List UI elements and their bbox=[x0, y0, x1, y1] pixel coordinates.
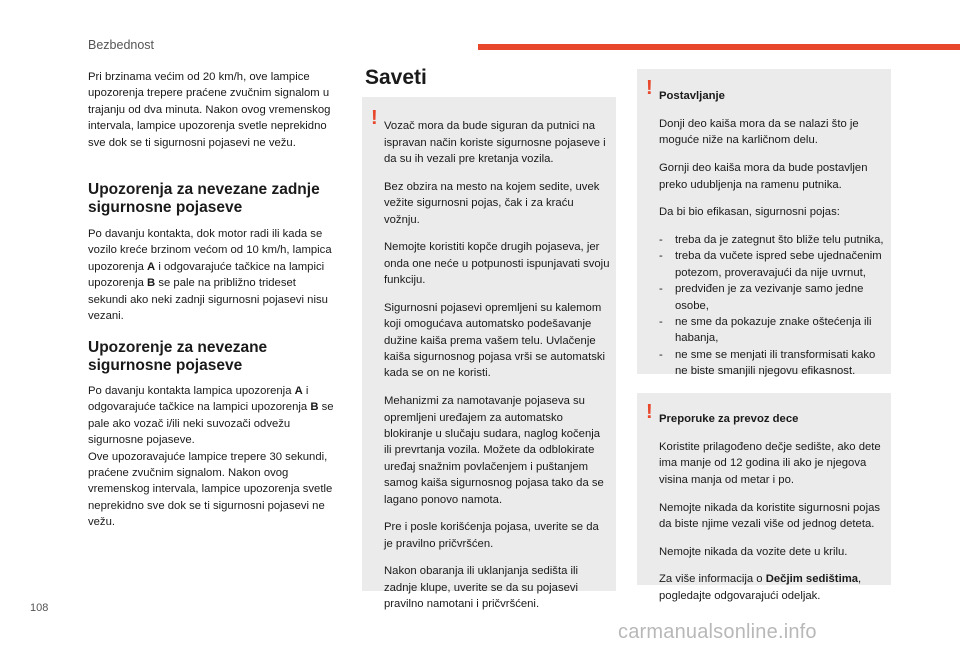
dash-bullet: - bbox=[659, 283, 663, 296]
header-accent-bar bbox=[478, 44, 960, 50]
advice-paragraph: Bez obzira na mesto na kojem sedite, uvek vežite sigurnosni pojas, čak i za kraću vožnju. bbox=[384, 180, 600, 226]
unbuckled-text-2: i odgovarajuće tačkice na lampici upozorenja bbox=[88, 385, 311, 414]
rear-belts-heading: Upozorenja za nevezane zadnje sigurnosne pojaseve bbox=[88, 181, 320, 216]
fitting-requirements-list bbox=[659, 232, 885, 380]
fitting-title bbox=[659, 88, 885, 104]
rear-text-1: Po davanju kontakta, dok motor radi ili kada se vozilo kreće brzinom većom od 10 km/h, lampica upozorenja bbox=[88, 228, 332, 273]
watermark: carmanualsonline.info bbox=[618, 621, 817, 643]
rear-text-2: i odgovarajuće tačkice na lampici upozorenja bbox=[88, 260, 325, 290]
child-transport-title bbox=[659, 411, 885, 427]
child-transport-text bbox=[659, 400, 885, 615]
dash-bullet: - bbox=[659, 250, 663, 263]
fitting-paragraph: Gornji deo kaiša mora da bude postavljen preko udubljenja na ramenu putnika. bbox=[659, 162, 868, 191]
list-item bbox=[659, 248, 885, 281]
list-item-text: ne sme da pokazuje znake oštećenja ili habanja, bbox=[675, 315, 872, 345]
unbuckled-text bbox=[88, 383, 336, 449]
intro-paragraph: Pri brzinama većim od 20 km/h, ove lampice upozorenja trepere praćene zvučnim signalom u trajanju od dva minuta. Nakon ovog vremenskog intervala, lampice upozorenja svetle neprekidno sve dok se ti sigurnosni pojasevi ne vežu. bbox=[88, 71, 331, 149]
fitting-title-text: Postavljanje bbox=[659, 90, 725, 103]
advice-paragraph: Nakon obaranja ili uklanjanja sedišta ili zadnje klupe, uverite se da su pojasevi pravilno namotani i pričvršćeni. bbox=[384, 565, 579, 611]
child-paragraph: Koristite prilagođeno dečje sedište, ako dete ima manje od 12 godina ili ako je njegova visina manja od metar i po. bbox=[659, 441, 881, 486]
advice-paragraph: Sigurnosni pojasevi opremljeni su kalemom koji omogućava automatsko podešavanje dužine kaiša prema vašem telu. Uvlačenje kaiša sigurnosnog pojasa vrši se automatski kada se on ne koristi. bbox=[384, 301, 606, 380]
unbuckled-text-1: Po davanju kontakta lampica upozorenja bbox=[88, 385, 295, 397]
safety-advice-text bbox=[384, 107, 610, 624]
reference-prefix: Za više informacija o bbox=[659, 573, 766, 586]
warning-light-b-label: B bbox=[310, 401, 319, 414]
dash-bullet: - bbox=[659, 348, 663, 361]
advice-section-title: Saveti bbox=[365, 66, 427, 89]
warning-exclamation-icon: ! bbox=[371, 107, 378, 129]
child-transport-title-text: Preporuke za prevoz dece bbox=[659, 413, 799, 426]
child-seats-link: Dečjim sedištima bbox=[765, 573, 859, 586]
section-header-label: Bezbednost bbox=[88, 38, 155, 52]
list-item bbox=[659, 232, 885, 248]
child-paragraph: Nemojte nikada da koristite sigurnosni pojas da biste njime vezali više od jednog deteta. bbox=[659, 501, 881, 530]
rear-text-3: se pale na približno trideset sekundi ako neki zadnji sigurnosni pojasevi nisu vezani. bbox=[88, 277, 328, 323]
child-seats-reference bbox=[659, 571, 885, 604]
list-item bbox=[659, 281, 885, 314]
safety-advice-box bbox=[362, 97, 616, 611]
warning-exclamation-icon: ! bbox=[646, 401, 653, 423]
dash-bullet: - bbox=[659, 315, 663, 328]
fitting-advice-box bbox=[637, 69, 891, 378]
reference-suffix: , pogledajte odgovarajući odeljak. bbox=[659, 573, 862, 602]
warning-light-a-label: A bbox=[294, 385, 303, 397]
list-item-text: ne sme se menjati ili transformisati kako ne biste smanjili njegovu efikasnost. bbox=[675, 348, 876, 378]
warning-light-b-label: B bbox=[147, 277, 156, 290]
warning-light-a-label: A bbox=[147, 260, 156, 273]
list-item-text: predviđen je za vezivanje samo jedne osobe, bbox=[675, 283, 864, 312]
unbuckled-belts-heading: Upozorenje za nevezane sigurnosne pojaseve bbox=[88, 339, 268, 374]
advice-paragraph: Pre i posle korišćenja pojasa, uverite se da je pravilno pričvršćen. bbox=[384, 521, 599, 550]
list-item bbox=[659, 347, 885, 380]
advice-paragraph: Mehanizmi za namotavanje pojaseva su opremljeni uređajem za automatsko blokiranje u slučaju sudara, naglog kočenja ili prevrtanja vozila. Možete da odblokirate uređaj snažnim povlačenjem i puštanjem samog kaiša sigurnosnog pojasa tako da se lagano ponovo namota. bbox=[384, 395, 604, 506]
unbuckled-belts-paragraph bbox=[88, 383, 336, 531]
child-transport-box bbox=[637, 393, 891, 602]
page-number: 108 bbox=[30, 602, 49, 614]
list-item bbox=[659, 314, 885, 347]
list-item-text: treba da vučete ispred sebe ujednačenim potezom, proveravajući da nije uvrnut, bbox=[675, 250, 882, 279]
advice-paragraph: Vozač mora da bude siguran da putnici na ispravan način koriste sigurnosne pojaseve i da su ih vezali pre kretanja vozila. bbox=[384, 120, 606, 166]
rear-belts-paragraph bbox=[88, 226, 336, 324]
fitting-advice-text bbox=[659, 77, 885, 380]
fitting-paragraph: Donji deo kaiša mora da se nalazi što je moguće niže na karličnom delu. bbox=[659, 118, 859, 147]
warning-exclamation-icon: ! bbox=[646, 77, 653, 99]
dash-bullet: - bbox=[659, 233, 663, 246]
list-item-text: treba da je zategnut što bliže telu putnika, bbox=[675, 233, 884, 246]
advice-paragraph: Nemojte koristiti kopče drugih pojaseva, jer onda one neće u potpunosti ispunjavati svoju funkciju. bbox=[384, 241, 610, 287]
unbuckled-flash-text: Ove upozoravajuće lampice trepere 30 sekundi, praćene zvučnim signalom. Nakon ovog vremenskog intervala, lampice upozorenja svetle neprekidno sve dok se ti sigurnosni pojasevi ne vežu. bbox=[88, 450, 333, 529]
left-column bbox=[88, 69, 336, 529]
child-paragraph: Nemojte nikada da vozite dete u krilu. bbox=[659, 545, 848, 558]
fitting-paragraph: Da bi bio efikasan, sigurnosni pojas: bbox=[659, 206, 840, 219]
unbuckled-text-3: se pale ako vozač i/ili neki suvozači odvežu sigurnosne pojaseve. bbox=[88, 401, 334, 447]
